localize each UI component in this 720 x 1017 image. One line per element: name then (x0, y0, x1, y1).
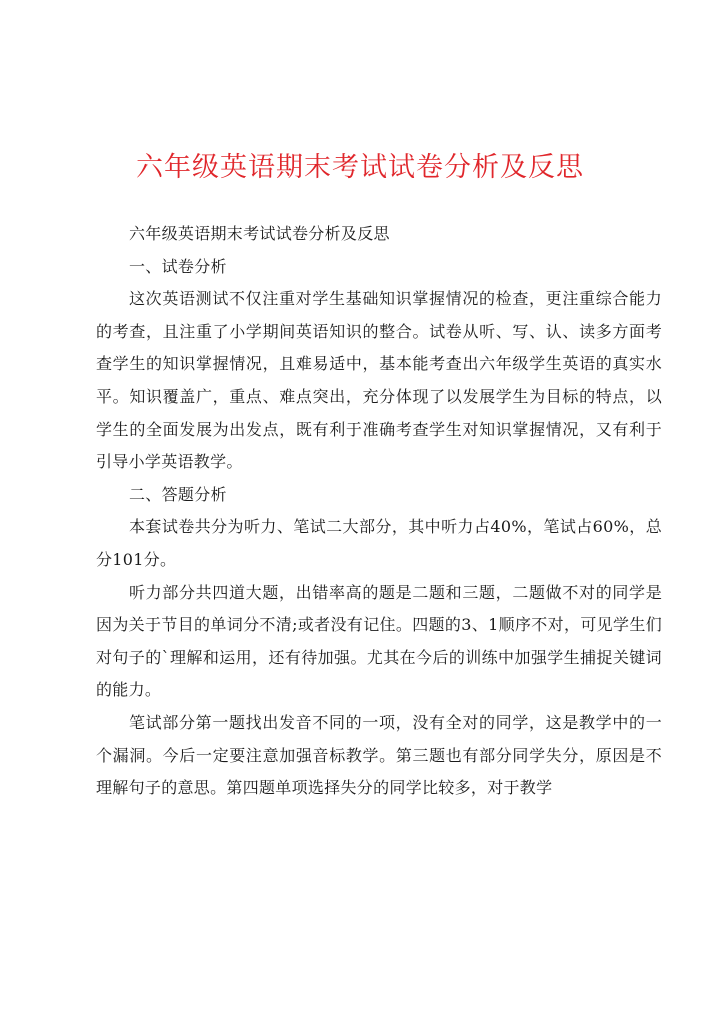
document-title: 六年级英语期末考试试卷分析及反思 (136, 152, 584, 183)
section-heading-answer-analysis: 二、答题分析 (129, 484, 227, 504)
paragraph-written-analysis: 笔试部分第一题找出发音不同的一项，没有全对的同学，这是教学中的一个漏洞。今后一定要注意加强音标教学。第三题也有部分同学失分，原因是不理解句子的意思。第四题单项选择失分的同学比较多，对于教学 (96, 712, 662, 798)
subtitle-paragraph: 六年级英语期末考试试卷分析及反思 (129, 224, 390, 243)
section-heading-paper-analysis: 一、试卷分析 (129, 256, 227, 276)
paragraph-score-breakdown: 本套试卷共分为听力、笔试二大部分，其中听力占40%，笔试占60%，总分101分。 (96, 517, 662, 569)
paragraph-paper-analysis: 这次英语测试不仅注重对学生基础知识掌握情况的检查，更注重综合能力的考查，且注重了小学期间英语知识的整合。试卷从听、写、认、读多方面考查学生的知识掌握情况，且难易适中，基本能考查出六年级学生英语的真实水平。知识覆盖广，重点、难点突出，充分体现了以发展学生为目标的特点，以学生的全面发展为出发点，既有利于准确考查学生对知识掌握情况，又有利于引导小学英语教学。 (96, 289, 662, 472)
paragraph-listening-analysis: 听力部分共四道大题，出错率高的题是二题和三题，二题做不对的同学是因为关于节目的单词分不清;或者没有记住。四题的3、1顺序不对，可见学生们对句子的`理解和运用，还有待加强。尤其在今后的训练中加强学生捕捉关键词的能力。 (96, 582, 662, 700)
document-body (96, 218, 662, 805)
